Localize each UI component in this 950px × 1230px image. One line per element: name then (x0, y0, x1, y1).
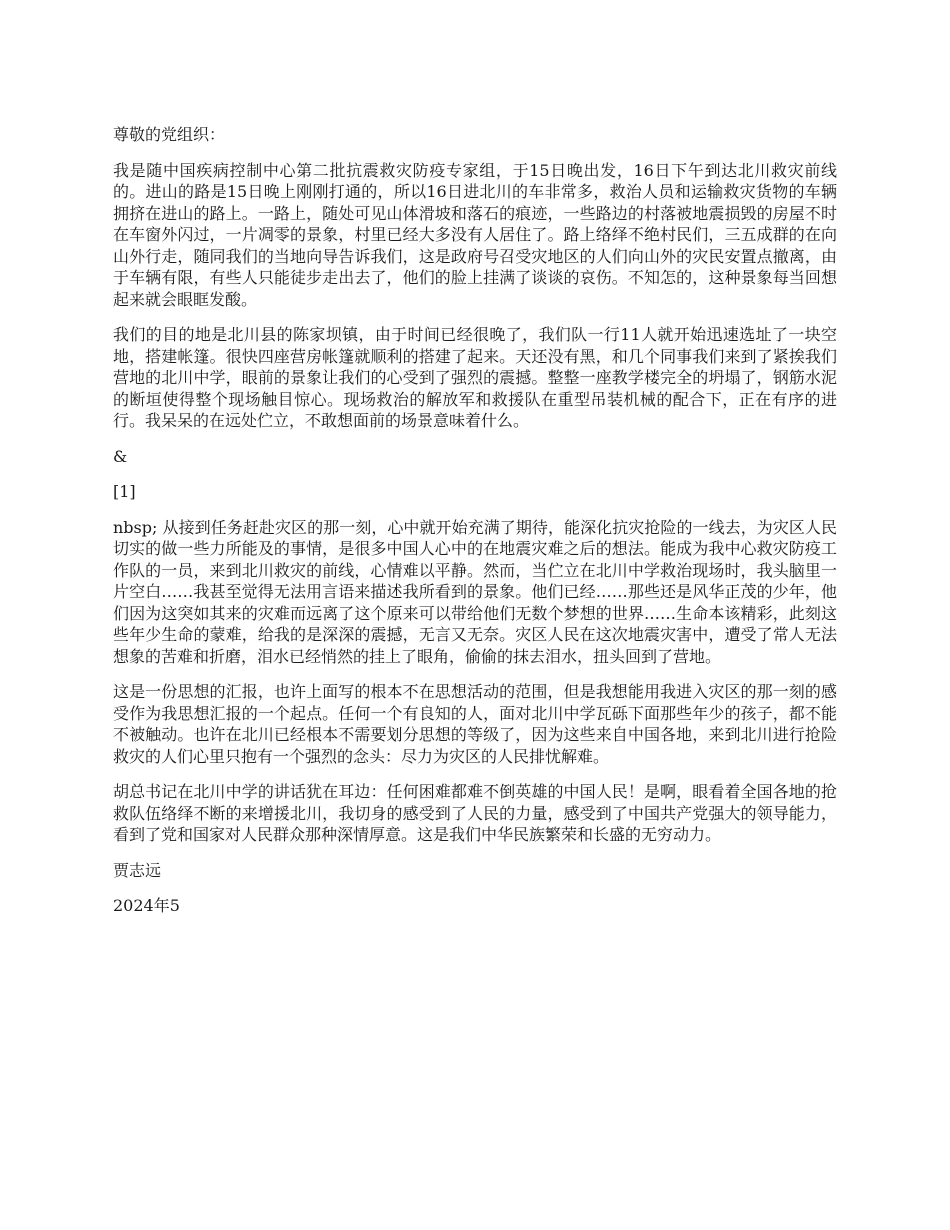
salutation: 尊敬的党组织： (113, 125, 226, 144)
ampersand-line: & (113, 446, 128, 466)
paragraph-1: 我是随中国疾病控制中心第二批抗震救灾防疫专家组，于15日晚出发，16日下午到达北川救灾前线的。进山的路是15日晚上刚刚打通的，所以16日进北川的车非常多，救治人员和运输救灾货物的车辆拥挤在进山的路上。一路上，随处可见山体滑坡和落石的痕迹，一些路边的村落被地震损毁的房屋不时在车窗外闪过，一片凋零的景象，村里已经大多没有人居住了。路上络绎不绝村民们，三五成群的在向山外行走，随同我们的当地向导告诉我们，这是政府号召受灾地区的人们向山外的灾民安置点撤离，由于车辆有限，有些人只能徒步走出去了，他们的脸上挂满了谈谈的哀伤。不知怎的，这种景象每当回想起来就会眼眶发酸。 (113, 160, 837, 309)
paragraph-3: nbsp; 从接到任务赶赴灾区的那一刻，心中就开始充满了期待，能深化抗灾抢险的一线去，为灾区人民切实的做一些力所能及的事情，是很多中国人心中的在地震灾难之后的想法。能成为我中心救灾防疫工作队的一员，来到北川救灾的前线，心情难以平静。然而，当伫立在北川中学救治现场时，我头脑里一片空白……我甚至觉得无法用言语来描述我所看到的景象。他们已经……那些还是风华正茂的少年，他们因为这突如其来的灾难而远离了这个原来可以带给他们无数个梦想的世界……生命本该精彩，此刻这些年少生命的蒙难，给我的是深深的震撼，无言又无奈。灾区人民在这次地震灾害中，遭受了常人无法想象的苦难和折磨，泪水已经悄然的挂上了眼角，偷偷的抹去泪水，扭头回到了营地。 (113, 517, 837, 666)
document-body (113, 124, 837, 931)
paragraph-2: 我们的目的地是北川县的陈家坝镇，由于时间已经很晚了，我们队一行11人就开始迅速选址了一块空地，搭建帐篷。很快四座营房帐篷就顺利的搭建了起来。天还没有黑，和几个同事我们来到了紧挨我们营地的北川中学，眼前的景象让我们的心受到了强烈的震撼。整整一座教学楼完全的坍塌了，钢筋水泥的断垣使得整个现场触目惊心。现场救治的解放军和救援队在重型吊装机械的配合下，正在有序的进行。我呆呆的在远处伫立，不敢想面前的场景意味着什么。 (113, 325, 837, 430)
footnote-marker: [1] (113, 482, 136, 501)
signature-name: 贾志远 (113, 860, 162, 880)
signature-date: 2024年5 (113, 896, 180, 915)
paragraph-5: 胡总书记在北川中学的讲话犹在耳边：任何困难都难不倒英雄的中国人民！是啊，眼看着全国各地的抢救队伍络绎不断的来增援北川，我切身的感受到了人民的力量，感受到了中国共产党强大的领导能力，看到了党和国家对人民群众那种深情厚意。这是我们中华民族繁荣和长盛的无穷动力。 (113, 782, 837, 844)
paragraph-4: 这是一份思想的汇报，也许上面写的根本不在思想活动的范围，但是我想能用我进入灾区的那一刻的感受作为我思想汇报的一个起点。任何一个有良知的人，面对北川中学瓦砾下面那些年少的孩子，都不能不被触动。也许在北川已经根本不需要划分思想的等级了，因为这些来自中国各地，来到北川进行抢险救灾的人们心里只抱有一个强烈的念头：尽力为灾区的人民排忧解难。 (113, 682, 837, 766)
